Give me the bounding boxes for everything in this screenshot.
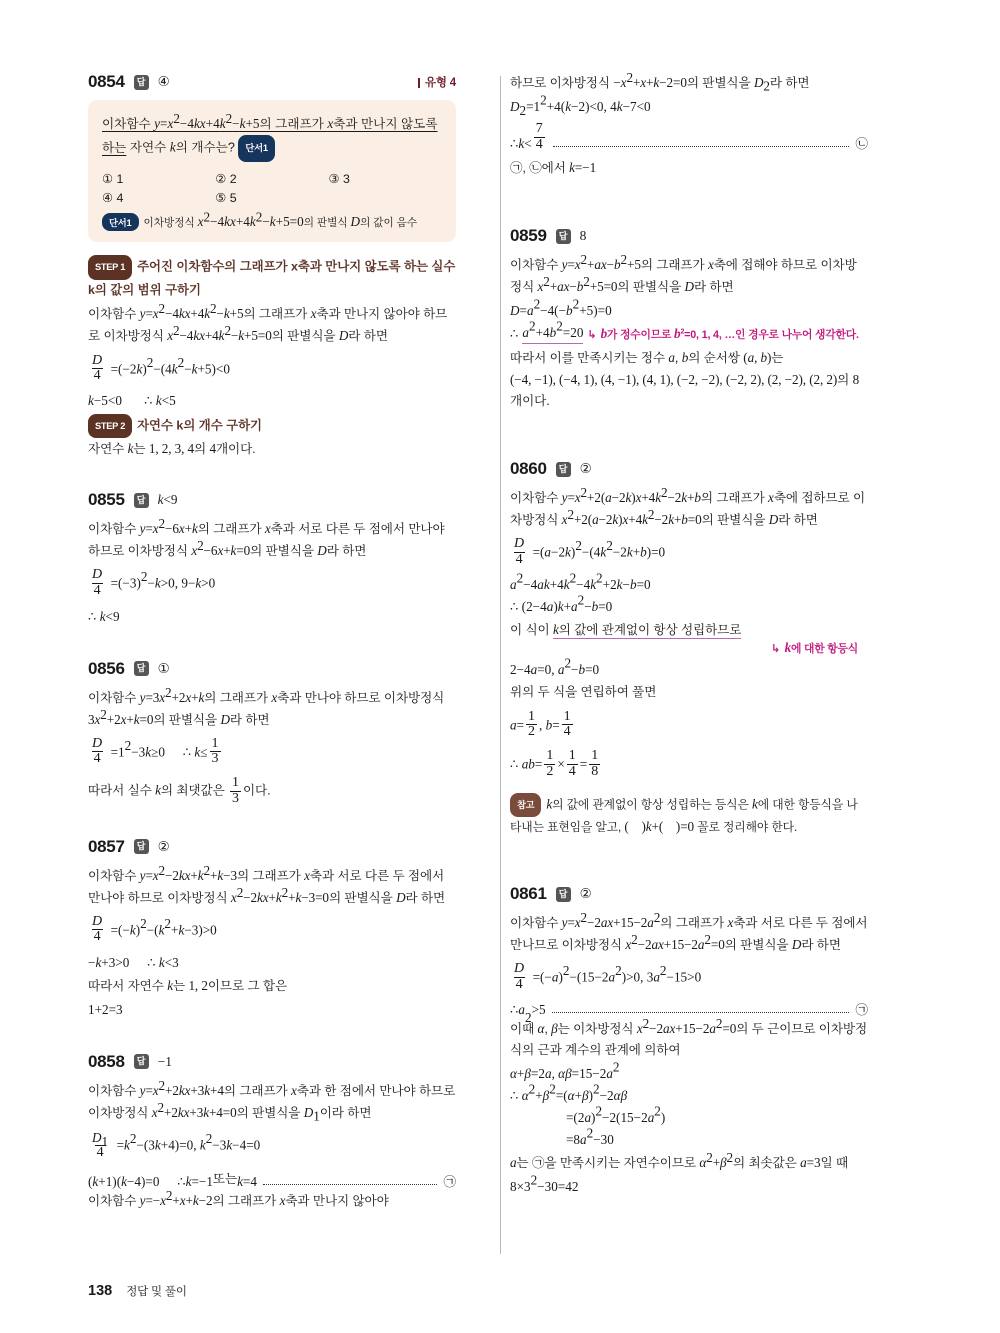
p0857-body1: 이차함수 $y=x^2-2kx+k^2+k-3$의 그래프가 x축과 서로 다른 두 점에서 만나야 하므로 이차방정식 $x^2-2kx+k^2+k-3=0$의 판별식을 D라 하면 [88, 862, 446, 905]
reference-tag-2: ㉡ [855, 137, 868, 152]
p0859-pairs: (−4, −1), (−4, 1), (4, −1), (4, 1), (−2, −2), (−2, 2), (2, −2), (2, 2)의 8개이다. [510, 372, 860, 409]
p0861-eq4: ∴ $\alpha^2+\beta^2=(\alpha+\beta)^2-2\alpha\beta$ [510, 1082, 628, 1104]
p0857-body2: 따라서 자연수 k는 1, 2이므로 그 합은 [88, 977, 288, 993]
answer-value: ④ [157, 74, 170, 89]
step2 [88, 414, 456, 439]
page-footer [88, 1283, 187, 1299]
answer-value: k<9 [157, 492, 178, 508]
problem-0854 [88, 72, 456, 460]
answer-value: ① [157, 660, 170, 676]
choice-row-1 [102, 171, 442, 186]
answer-value: −1 [157, 1053, 172, 1069]
p0854-eq2: k−5<0 ∴ k<5 [88, 392, 176, 408]
answer-icon: 답 [556, 887, 571, 902]
step1-badge: STEP 1 [88, 255, 132, 280]
problem-header [88, 72, 456, 92]
p0860-chamgo: 참고 k의 값에 관계없이 항상 성립하는 등식은 k에 대한 항등식을 나타내는 표현임을 알고, ( )k+( )=0 꼴로 정리해야 한다. [510, 793, 868, 838]
step2-title: 자연수 k의 개수 구하기 [137, 418, 263, 433]
page-number: 138 [88, 1283, 113, 1299]
problem-0858-continued [510, 69, 868, 179]
answer-icon: 답 [556, 462, 571, 477]
p0860-eq5: a= $\frac{1}{2}$ , b= $\frac{1}{4}$ [510, 708, 571, 740]
cont0858-eq2: ∴ k < $\frac{7}{4}$ ㉡ [510, 121, 868, 152]
danseo-badge-inline: 단서1 [238, 135, 275, 162]
answer-icon: 답 [134, 661, 149, 676]
p0861-body1: 이차함수 $y=x^2-2ax+15-2a^2$의 그래프가 x축과 서로 다른 두 점에서 만나므로 이차방정식 $x^2-2ax+15-2a^2=0$의 판별식을 D라 하면 [510, 909, 868, 952]
problem-0855 [88, 490, 456, 625]
p0861-eq7: $8\times 3^2-30=42$ [510, 1173, 579, 1195]
p0855-body1: 이차함수 $y=x^2-6x+k$의 그래프가 x축과 서로 다른 두 점에서 만나야 하므로 이차방정식 $x^2-6x+k=0$의 판별식을 D라 하면 [88, 516, 445, 559]
p0860-eq3: ∴ $(2-4a)k+a^2-b=0$ [510, 592, 613, 614]
problem-0860 [510, 459, 868, 837]
danseo-badge: 단서1 [102, 213, 139, 232]
p0860-eq4: 2−4a=0, $a^2-b=0$ [510, 655, 600, 677]
choice-row-2 [102, 190, 442, 205]
problem-number: 0856 [88, 658, 125, 678]
problem-number: 0858 [88, 1051, 125, 1071]
problem-0858 [88, 1052, 456, 1213]
problem-0859 [510, 226, 868, 412]
p0861-body2: 이때 α, β는 이차방정식 $x^2-2ax+15-2a^2=0$의 두 근이므로 이차방정식의 근과 계수의 관계에 의하여 [510, 1016, 868, 1058]
problem-0857 [88, 837, 456, 1019]
problem-0856 [88, 659, 456, 807]
right-column [478, 69, 868, 1232]
problem-header [88, 1052, 456, 1072]
problem-header [510, 459, 868, 479]
p0857-eq2: −k+3>0 ∴ k<3 [88, 954, 179, 970]
p0855-eq1: $\frac{D}{4}$ $=(-3)^2-k>0$, 9−k>0 [92, 567, 216, 599]
p0858-body1: 이차함수 $y=x^2+2kx+3k+4$의 그래프가 x축과 한 점에서 만나야 하므로 이차방정식 $x^2+2kx+3k+4=0$의 판별식을 $D_1$이라 하면 [88, 1077, 456, 1124]
problem-header [88, 490, 456, 510]
problem-number: 0859 [510, 226, 547, 246]
problem-number: 0854 [88, 72, 125, 91]
p0859-body2: 따라서 이를 만족시키는 정수 a, b의 순서쌍 (a, b)는 [510, 350, 784, 366]
question-box [88, 100, 456, 242]
step1 [88, 255, 456, 300]
step1-title: 주어진 이차함수의 그래프가 x축과 만나지 않도록 하는 실수 k의 값의 범위 구하기 [88, 259, 456, 297]
p0858-eq2: ( k +1)( k −4)=0 ∴ k =−1 또는 k =4 ㉠ [88, 1172, 456, 1190]
step2-badge: STEP 2 [88, 414, 132, 439]
p0856-eq1: $\frac{D}{4}$ $=1^2-3k\ge 0$ ∴ k≤ $\frac{1}{3}$ [92, 735, 219, 767]
p0860-eq2: $a^2-4ak+4k^2-4k^2+2k-b=0$ [510, 570, 651, 592]
cont0858-body2: ㉠, ㉡에서 k=−1 [510, 160, 597, 176]
p0856-body1: 이차함수 $y=3x^2+2x+k$의 그래프가 x축과 만나야 하므로 이차방정식 $3x^2+2x+k=0$의 판별식을 D라 하면 [88, 684, 445, 727]
problem-number: 0857 [88, 836, 125, 856]
p0859-eq1: $D=a^2-4(-b^2+5)=0$ [510, 297, 612, 319]
p0860-body2: 이 식이 k의 값에 관계없이 항상 성립하므로 [510, 621, 742, 637]
p0854-body1: 이차함수 $y=x^2-4kx+4k^2-k+5$의 그래프가 x축과 만나지 않아야 하므로 이차방정식 $x^2-4kx+4k^2-k+5=0$의 판별식을 D라 하면 [88, 300, 448, 343]
problem-header [88, 837, 456, 857]
p0856-body2: 따라서 실수 k의 최댓값은 $\frac{1}{3}$ 이다. [88, 775, 271, 806]
reference-tag-1: ㉠ [855, 1003, 868, 1018]
problem-number: 0860 [510, 459, 547, 479]
p0859-body1: 이차함수 $y=x^2+ax-b^2+5$의 그래프가 x축에 접해야 하므로 이차방정식 $x^2+ax-b^2+5=0$의 판별식을 D라 하면 [510, 252, 857, 295]
answer-icon: 답 [134, 493, 149, 508]
p0857-eq1: $\frac{D}{4}$ $=(-k)^2-(k^2+k-3)>0$ [92, 913, 217, 945]
choice-1[interactable]: ① 1 [102, 171, 124, 186]
answer-icon: 답 [134, 1054, 149, 1069]
p0861-eq3: α+β=2a, $\alpha\beta=15-2a^2$ [510, 1060, 620, 1082]
problem-0861 [510, 884, 868, 1196]
problem-number: 0855 [88, 490, 125, 510]
p0861-eq5: $=(2a)^2-2(15-2a^2)$ [566, 1104, 666, 1126]
choice-2[interactable]: ② 2 [215, 171, 237, 186]
chamgo-badge: 참고 [510, 793, 541, 818]
answer-value: ② [579, 886, 592, 901]
hint-text: 이차방정식 $x^2-4kx+4k^2-k+5=0$의 판별식 D의 값이 음수 [143, 209, 418, 229]
problem-header [510, 884, 868, 904]
p0855-eq2: ∴ k<9 [88, 608, 120, 624]
p0859-note: b가 정수이므로 $b^2=0$, 1, 4, …인 경우로 나누어 생각한다. [600, 326, 859, 342]
problem-header [510, 226, 868, 246]
p0858-body2: 이차함수 $y=-x^2+x+k-2$의 그래프가 x축과 만나지 않아야 [88, 1188, 389, 1209]
type-label-text: 유형 4 [424, 77, 456, 89]
p0861-body3: a는 ㉠을 만족시키는 자연수이므로 $\alpha^2+\beta^2$의 최솟값은 a=3일 때 [510, 1150, 849, 1171]
p0858-eq1: $\frac{D_1}{4}$ $=k^2-(3k+4)=0$, $k^2-3k-4=0$ [92, 1129, 261, 1160]
cont0858-body1: 하므로 이차방정식 $-x^2+x+k-2=0$의 판별식을 $D_2$라 하면 [510, 69, 810, 94]
p0860-body1: 이차함수 $y=x^2+2(a-2k)x+4k^2-2k+b$의 그래프가 x축에 접하므로 이차방정식 $x^2+2(a-2k)x+4k^2-2k+b=0$의 판별식을 D라 하면 [510, 485, 866, 528]
p0854-body2: 자연수 k는 1, 2, 3, 4의 4개이다. [88, 441, 256, 457]
answer-value: ② [157, 838, 170, 854]
p0859-eq2-with-note: ∴ $a^2+4b^2=20$ ↳ b가 정수이므로 $b^2=0$, 1, 4, …인 경우로 나누어 생각한다. [510, 324, 868, 344]
answer-icon: 답 [134, 75, 149, 90]
choice-5[interactable]: ⑤ 5 [215, 190, 237, 205]
p0860-body3: 위의 두 식을 연립하여 풀면 [510, 684, 657, 699]
answer-value: ② [579, 461, 592, 477]
answer-value: 8 [579, 228, 587, 244]
p0854-eq1: $\frac{D}{4}$ $=(-2k)^2-(4k^2-k+5)<0$ [92, 352, 230, 384]
choice-4[interactable]: ④ 4 [102, 190, 124, 205]
problem-header [88, 659, 456, 679]
p0861-eq1: $\frac{D}{4}$ $=(-a)^2-(15-2a^2)>0$, $3a^2-15>0$ [514, 961, 702, 992]
choice-3[interactable]: ③ 3 [328, 171, 350, 186]
two-column-body [88, 69, 912, 1232]
reference-tag-1: ㉠ [443, 1175, 456, 1190]
p0860-note: k에 대한 항등식 [784, 639, 858, 655]
left-column [88, 72, 478, 1232]
answer-icon: 답 [556, 229, 571, 244]
p0860-eq6: ∴ ab= $\frac{1}{2}$ × $\frac{1}{4}$ = $\frac{1}{8}$ [510, 748, 599, 779]
p0857-eq3: 1+2=3 [88, 1001, 123, 1017]
cont0858-eq1: $D_2=1^2+4(k-2)<0$, 4k−7<0 [510, 92, 651, 119]
p0860-note-row: ↳ k에 대한 항등식 [770, 639, 858, 655]
question-text: 이차함수 $y=x^2-4kx+4k^2-k+5$의 그래프가 x축과 만나지 않도록 하는 자연수 k의 개수는? 단서1 [102, 113, 442, 162]
p0861-eq2: ∴ a 2 >5 ㉠ [510, 1002, 868, 1026]
hint-line [102, 209, 442, 232]
answer-icon: 답 [134, 839, 149, 854]
p0861-eq6: $=8a^2-30$ [566, 1126, 614, 1148]
footer-label: 정답 및 풀이 [126, 1286, 187, 1298]
p0860-eq1: $\frac{D}{4}$ $=(a-2k)^2-(4k^2-2k+b)=0$ [514, 536, 666, 568]
problem-number: 0861 [510, 884, 547, 903]
type-label [418, 74, 456, 90]
